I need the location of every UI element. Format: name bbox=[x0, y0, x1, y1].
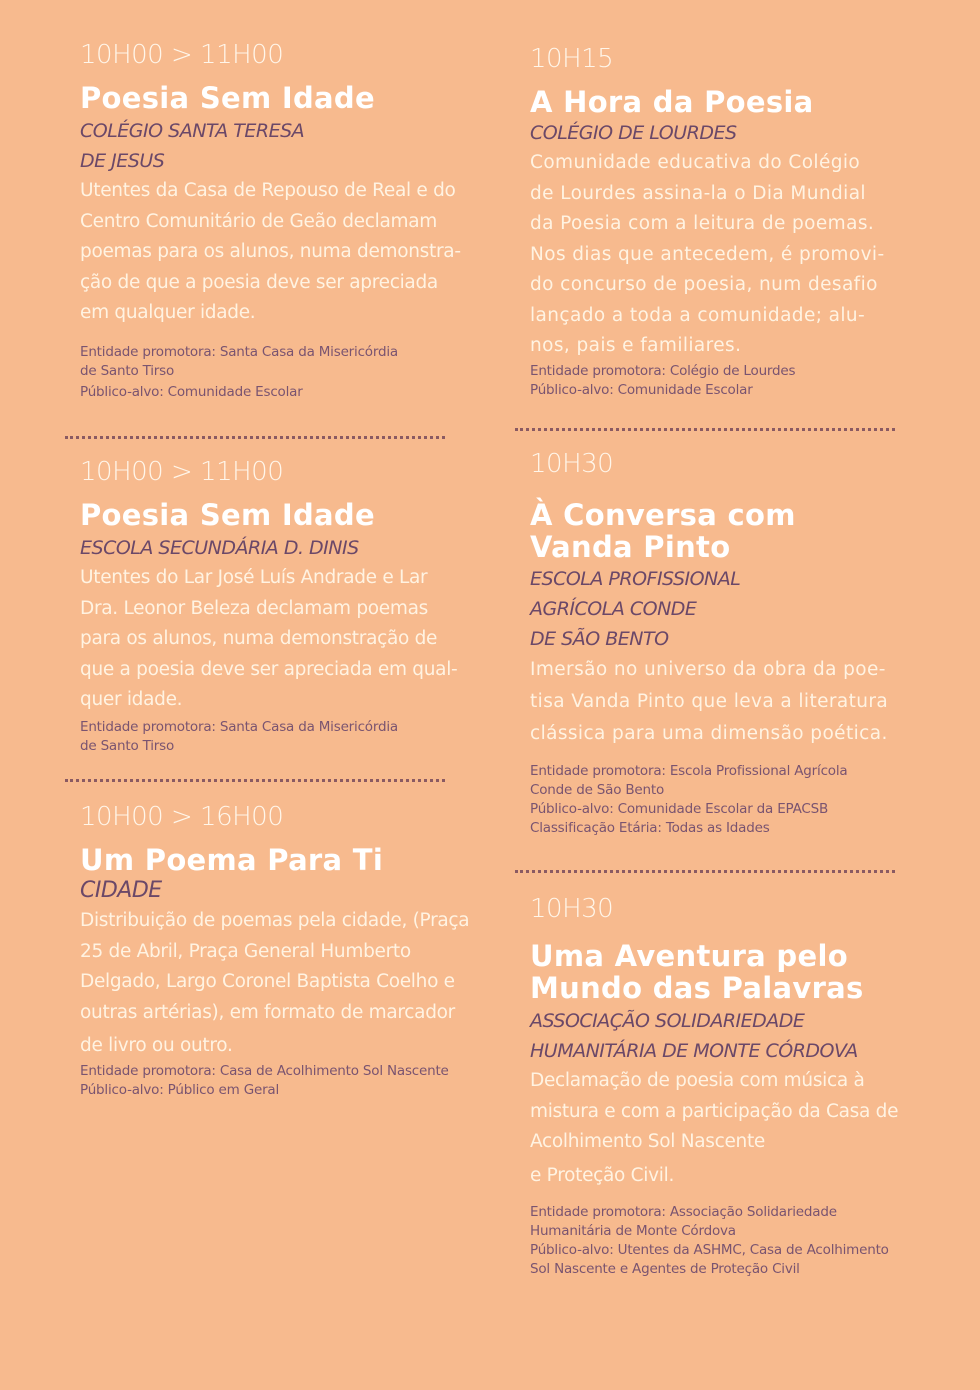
event-a-conversa-com-vanda-pinto bbox=[530, 449, 930, 838]
description-line: Dra. Leonor Beleza declamam poemas bbox=[80, 597, 428, 619]
dotted-separator bbox=[515, 870, 895, 873]
event-description bbox=[80, 176, 480, 329]
event-description bbox=[80, 563, 480, 716]
promoter-line: Entidade promotora: Santa Casa da Misericórdia bbox=[80, 718, 398, 735]
description-line: Comunidade educativa do Colégio bbox=[530, 152, 861, 173]
description-line: Nos dias que antecedem, é promovi- bbox=[530, 243, 885, 265]
title-line: Mundo das Palavras bbox=[530, 971, 864, 1005]
description-line: de Lourdes assina-la o Dia Mundial bbox=[530, 182, 866, 204]
venue-line: ESCOLA PROFISSIONAL bbox=[530, 568, 741, 590]
promoter-line: Entidade promotora: Casa de Acolhimento Sol Nascente bbox=[80, 1062, 449, 1079]
description-line: de livro ou outro. bbox=[80, 1035, 233, 1056]
description-line: que a poesia deve ser apreciada em qual- bbox=[80, 658, 458, 680]
description-line: lançado a toda a comunidade; alu- bbox=[530, 304, 866, 326]
venue-line: ASSOCIAÇÃO SOLIDARIEDADE bbox=[530, 1010, 805, 1032]
venue-line: COLÉGIO SANTA TERESA bbox=[80, 120, 305, 142]
event-time: 10H00 > 11H00 bbox=[80, 457, 284, 487]
promoter-line: Entidade promotora: Santa Casa da Misericórdia bbox=[80, 343, 398, 360]
description-line: clássica para uma dimensão poética. bbox=[530, 723, 888, 744]
venue-line: AGRÍCOLA CONDE bbox=[530, 598, 697, 620]
promoter-line: Conde de São Bento bbox=[530, 782, 665, 798]
event-a-hora-da-poesia bbox=[530, 44, 930, 400]
description-line: outras artérias), em formato de marcador bbox=[80, 1001, 455, 1023]
event-poesia-sem-idade-dinis bbox=[80, 457, 480, 756]
event-meta bbox=[80, 343, 480, 402]
description-line: Centro Comunitário de Geão declamam bbox=[80, 210, 437, 232]
description-line: do concurso de poesia, num desafio bbox=[530, 274, 878, 295]
event-meta bbox=[80, 1062, 480, 1100]
event-venue bbox=[530, 1006, 930, 1066]
event-title bbox=[530, 499, 930, 563]
event-title: Poesia Sem Idade bbox=[80, 81, 375, 115]
title-line: Uma Aventura pelo bbox=[530, 939, 848, 973]
event-description bbox=[530, 1066, 930, 1191]
description-line: Utentes da Casa de Repouso de Real e do bbox=[80, 180, 456, 201]
event-time: 10H15 bbox=[530, 44, 614, 74]
venue-line: HUMANITÁRIA DE MONTE CÓRDOVA bbox=[530, 1040, 858, 1062]
description-line: Declamação de poesia com música à bbox=[530, 1070, 865, 1091]
event-uma-aventura-pelo-mundo-das-palavras bbox=[530, 894, 930, 1279]
audience-line: Público-alvo: Utentes da ASHMC, Casa de Acolhimento bbox=[530, 1242, 889, 1258]
venue-line: ESCOLA SECUNDÁRIA D. DINIS bbox=[80, 537, 359, 559]
description-line: tisa Vanda Pinto que leva a literatura bbox=[530, 691, 889, 712]
event-poesia-sem-idade-colegio bbox=[80, 40, 480, 402]
description-line: mistura e com a participação da Casa de bbox=[530, 1100, 899, 1122]
promoter-line: de Santo Tirso bbox=[80, 362, 175, 379]
venue-line: DE JESUS bbox=[80, 150, 165, 172]
event-meta bbox=[530, 362, 930, 400]
event-description bbox=[530, 654, 930, 750]
dotted-separator bbox=[65, 779, 445, 782]
description-line: Utentes do Lar José Luís Andrade e Lar bbox=[80, 567, 428, 588]
event-venue bbox=[80, 876, 480, 906]
description-line: Distribuição de poemas pela cidade, (Praça bbox=[80, 910, 470, 931]
description-line: quer idade. bbox=[80, 689, 183, 710]
event-title: Poesia Sem Idade bbox=[80, 498, 375, 532]
description-line: da Poesia com a leitura de poemas. bbox=[530, 213, 875, 234]
audience-line: Sol Nascente e Agentes de Proteção Civil bbox=[530, 1261, 800, 1277]
event-venue bbox=[530, 564, 930, 654]
event-time: 10H00 > 16H00 bbox=[80, 802, 284, 832]
event-meta bbox=[80, 718, 480, 756]
audience-line: Público-alvo: Público em Geral bbox=[80, 1081, 280, 1098]
event-um-poema-para-ti bbox=[80, 802, 480, 1100]
promoter-line: Entidade promotora: Escola Profissional Agrícola bbox=[530, 763, 848, 779]
event-description bbox=[80, 906, 480, 1062]
venue-line: CIDADE bbox=[80, 878, 162, 903]
dotted-separator bbox=[515, 428, 895, 431]
description-line: e Proteção Civil. bbox=[530, 1164, 675, 1186]
dotted-separator bbox=[65, 436, 445, 439]
promoter-line: Entidade promotora: Colégio de Lourdes bbox=[530, 362, 796, 379]
description-line: ção de que a poesia deve ser apreciada bbox=[80, 271, 438, 293]
description-line: Delgado, Largo Coronel Baptista Coelho e bbox=[80, 971, 455, 992]
event-title bbox=[530, 86, 930, 118]
title-line: Vanda Pinto bbox=[530, 530, 731, 564]
event-time: 10H30 bbox=[530, 449, 614, 479]
event-venue bbox=[80, 116, 480, 176]
promoter-line: Entidade promotora: Associação Solidariedade bbox=[530, 1204, 837, 1220]
title-line: À Conversa com bbox=[530, 498, 796, 532]
event-meta bbox=[530, 1203, 930, 1279]
promoter-line: de Santo Tirso bbox=[80, 737, 175, 754]
promoter-line: Humanitária de Monte Córdova bbox=[530, 1223, 736, 1239]
audience-line: Público-alvo: Comunidade Escolar bbox=[530, 381, 753, 398]
age-rating-line: Classificação Etária: Todas as Idades bbox=[530, 820, 770, 836]
event-time: 10H30 bbox=[530, 894, 614, 924]
event-time: 10H00 > 11H00 bbox=[80, 40, 284, 70]
description-line: Acolhimento Sol Nascente bbox=[530, 1131, 766, 1152]
description-line: poemas para os alunos, numa demonstra- bbox=[80, 241, 461, 262]
event-title bbox=[530, 940, 930, 1004]
event-venue bbox=[80, 533, 480, 563]
venue-line: DE SÃO BENTO bbox=[530, 628, 669, 650]
description-line: para os alunos, numa demonstração de bbox=[80, 628, 438, 649]
event-title: Um Poema Para Ti bbox=[80, 843, 384, 877]
description-line: em qualquer idade. bbox=[80, 302, 256, 323]
event-meta bbox=[530, 762, 930, 838]
event-description bbox=[530, 148, 930, 362]
venue-line: COLÉGIO DE LOURDES bbox=[530, 122, 737, 144]
event-venue bbox=[530, 118, 930, 148]
audience-line: Público-alvo: Comunidade Escolar bbox=[80, 383, 303, 400]
title-line: A Hora da Poesia bbox=[530, 85, 814, 119]
audience-line: Público-alvo: Comunidade Escolar da EPACSB bbox=[530, 801, 829, 817]
description-line: 25 de Abril, Praça General Humberto bbox=[80, 940, 411, 962]
description-line: nos, pais e familiares. bbox=[530, 335, 742, 356]
description-line: Imersão no universo da obra da poe- bbox=[530, 659, 886, 680]
